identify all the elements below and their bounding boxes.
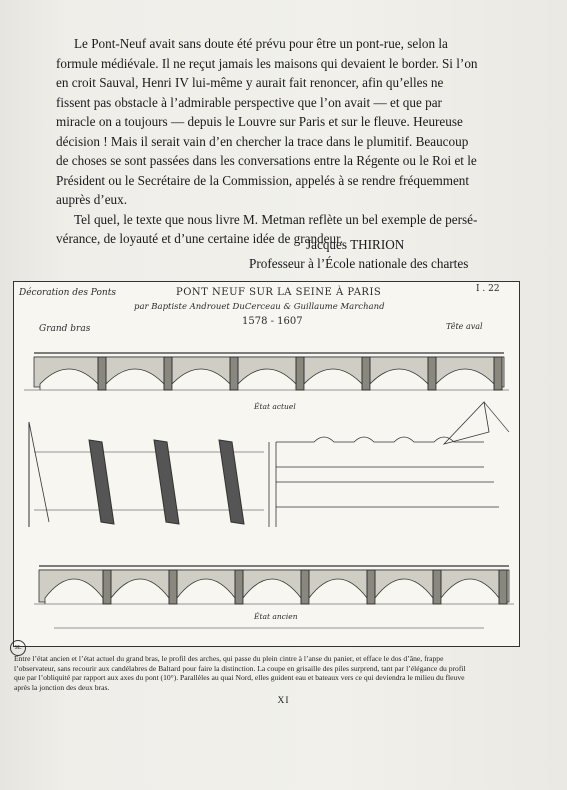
plate-dates: 1578 - 1607 — [242, 316, 303, 327]
text-line: Le Pont-Neuf avait sans doute été prévu pour être un pont-rue, selon la — [74, 36, 448, 51]
pier — [230, 357, 238, 390]
plate-title: PONT NEUF SUR LA SEINE À PARIS — [176, 287, 382, 298]
paragraph-1 — [56, 34, 476, 210]
text-line: fissent pas obstacle à l’admirable perspective que l’on avait — et que par — [56, 94, 442, 110]
text-line: miracle on a toujours — depuis le Louvre sur Paris et sur le fleuve. Heureuse — [56, 114, 463, 129]
body-text — [56, 34, 476, 249]
pier — [164, 357, 172, 390]
caption-line: après la jonction des deux bras. — [14, 682, 110, 692]
signature-name: Jacques THIRION — [306, 237, 405, 252]
pier — [367, 570, 375, 604]
plate-number: I . 22 — [476, 284, 500, 294]
bridge-elevation-current — [24, 353, 509, 390]
paragraph-2 — [56, 210, 476, 249]
grand-bras-label: Grand bras — [39, 324, 91, 334]
pier — [169, 570, 177, 604]
pier — [362, 357, 370, 390]
caption-line: l’observateur, sans recourir aux candélabres de Baltard pour faire la distinction. La coupe en grisaille des piles surprend, tant par l’élégance du profil — [14, 663, 466, 673]
text-line: de choses se sont passées dans les conversations entre la Régente ou le Roi et le — [56, 153, 477, 168]
figure-caption — [14, 654, 524, 692]
text-line: vérance, de loyauté et d’une certaine idée de grandeur. — [56, 231, 344, 246]
pier — [98, 357, 106, 390]
pier — [103, 570, 111, 604]
etat-actuel-label: État actuel — [254, 402, 296, 411]
bridge-engraving — [14, 282, 519, 646]
pier — [235, 570, 243, 604]
pier — [499, 570, 507, 604]
plate-series-label: Décoration des Ponts — [19, 288, 116, 298]
library-stamp: SL — [10, 640, 26, 656]
pier — [494, 357, 502, 390]
tete-aval-label: Tête aval — [446, 322, 483, 331]
pier — [433, 570, 441, 604]
text-line: Président ou le Secrétaire de la Commission, appelés à se rendre fréquemment — [56, 172, 470, 188]
pier — [301, 570, 309, 604]
plate-subtitle: par Baptiste Androuet DuCerceau & Guillaume Marchand — [134, 302, 385, 312]
etat-ancien-label: État ancien — [254, 612, 298, 621]
text-line: Tel quel, le texte que nous livre M. Metman reflète un bel exemple de persé- — [74, 211, 478, 227]
signature-title: Professeur à l’École nationale des chartes — [249, 256, 469, 271]
page-number: XI — [277, 696, 290, 706]
pier — [296, 357, 304, 390]
text-line: formule médiévale. Il ne reçut jamais les maisons qui devaient le border. Si l’on — [56, 55, 478, 71]
caption-line: Entre l’état ancien et l’état actuel du grand bras, le profil des arches, qui passe du plein cintre à l’anse du panier, et efface le dos d’âne, frappe — [14, 654, 444, 663]
pier-sections — [29, 402, 509, 527]
caption-line: que par l’obliquité par rapport aux axes du pont (10°). Parallèles au quai Nord, elles guident eau et bateaux vers ce qui deviendra le milieu du fleuve — [14, 673, 465, 683]
text-line: auprès d’eux. — [56, 192, 128, 207]
text-line: en croit Sauval, Henri IV lui-même y aurait fait renoncer, afin qu’elles ne — [56, 75, 444, 90]
pier — [428, 357, 436, 390]
engraving-plate — [13, 281, 520, 647]
text-line: décision ! Mais il serait vain d’en chercher la trace dans le plumitif. Beaucoup — [56, 133, 469, 149]
